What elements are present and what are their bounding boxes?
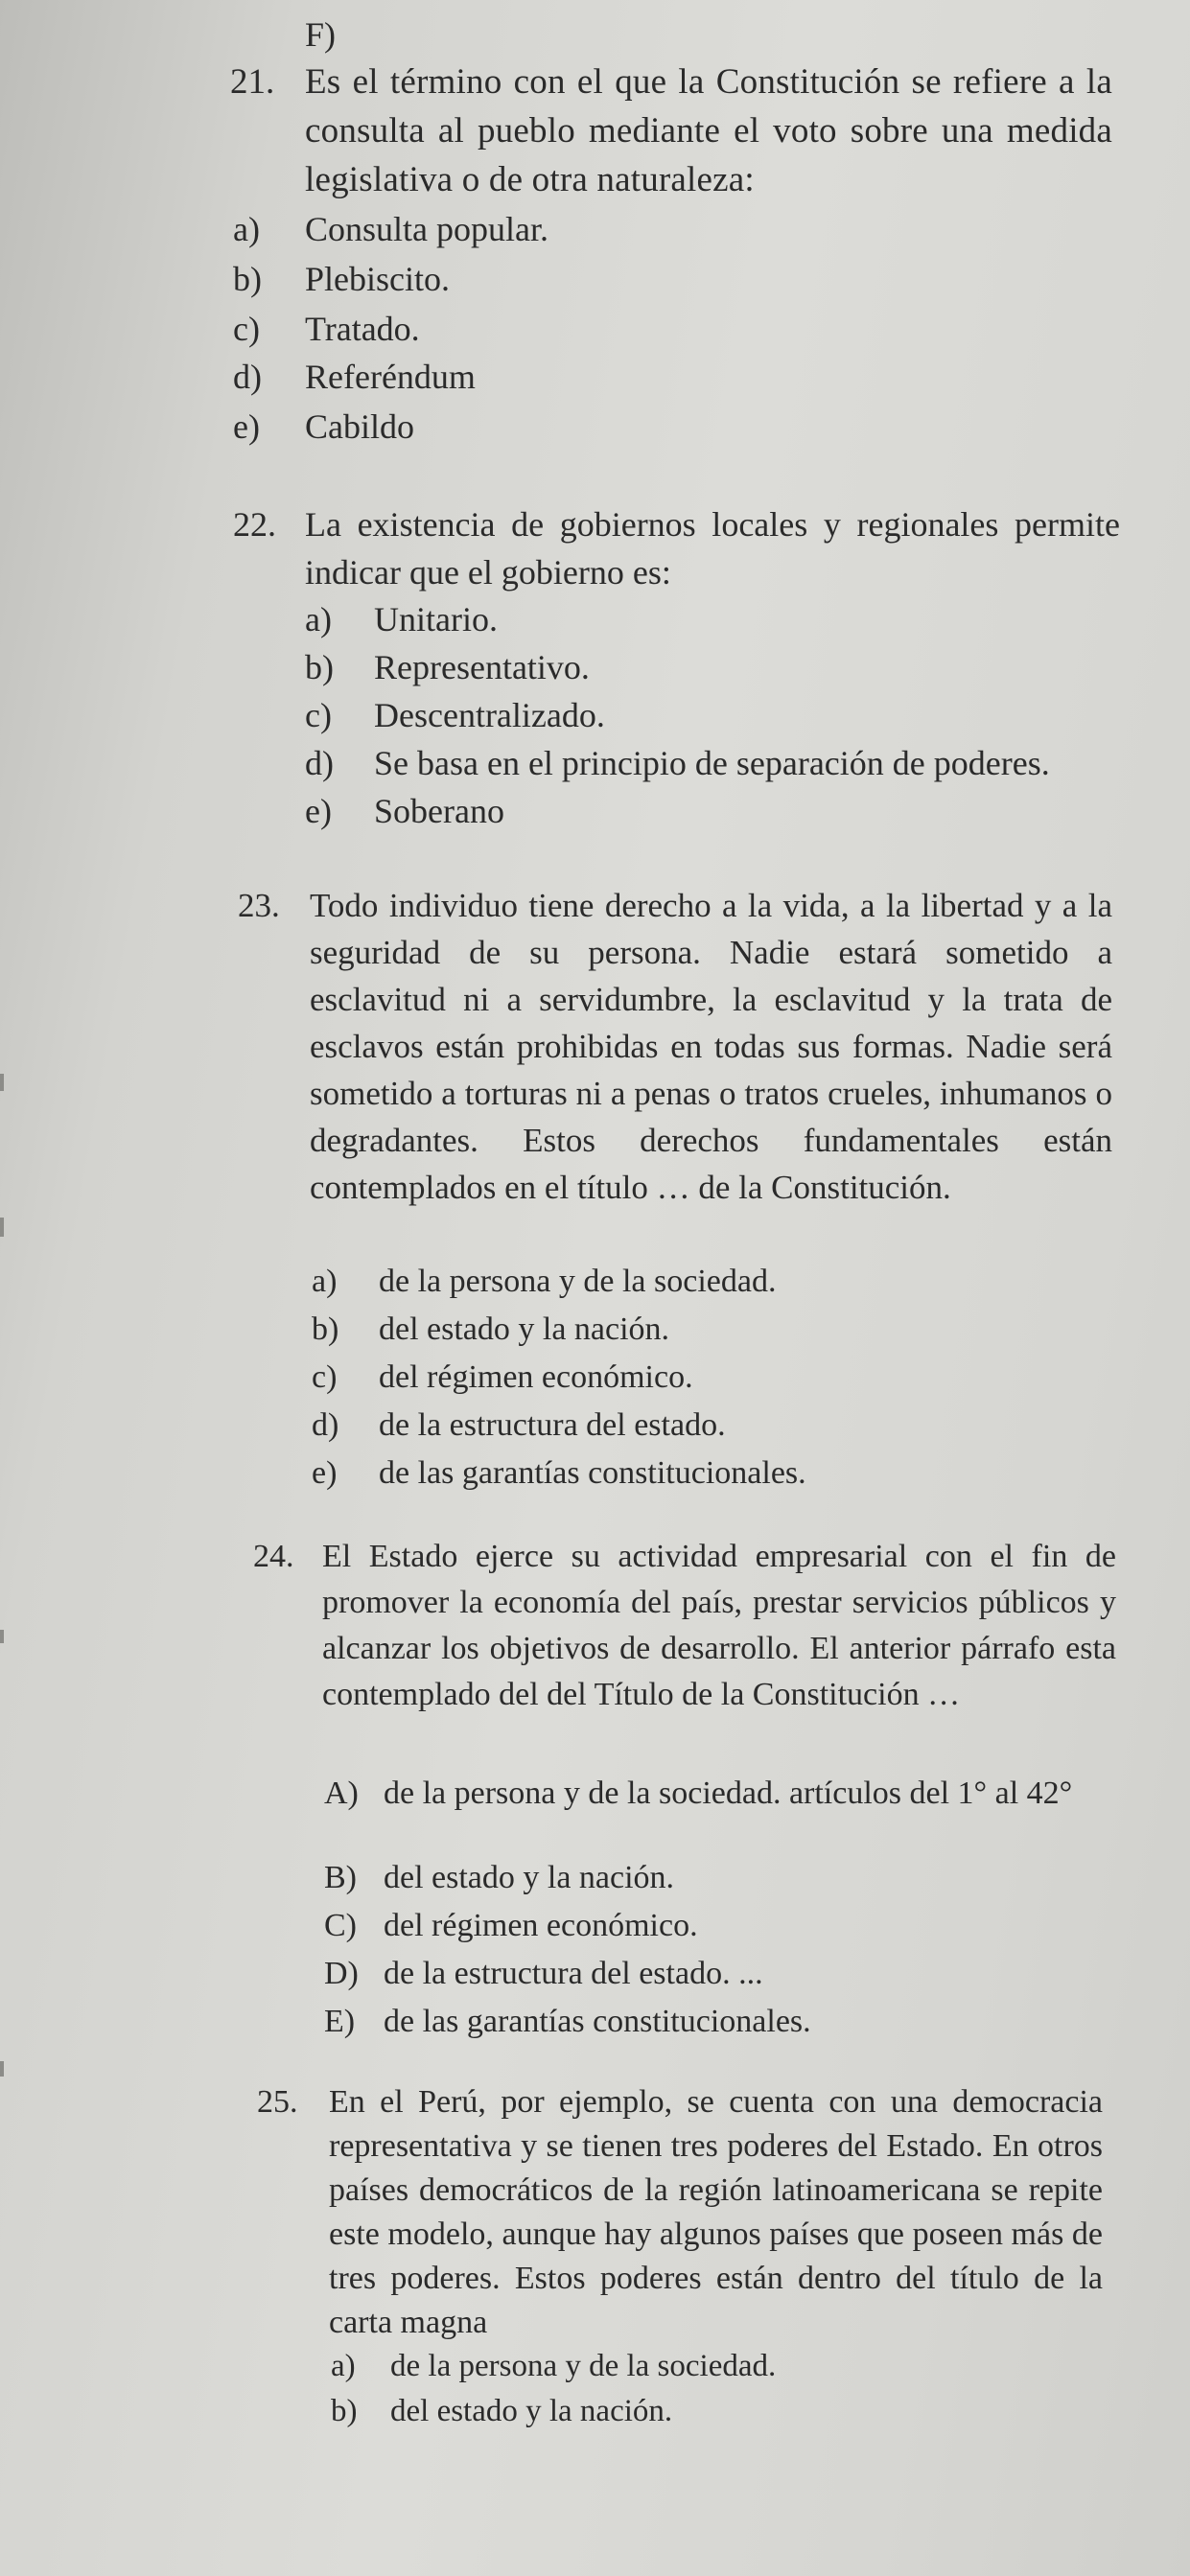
option bbox=[312, 1455, 806, 1492]
option bbox=[324, 2004, 811, 2040]
option-text: Referéndum bbox=[305, 358, 476, 396]
question-number: 24. bbox=[253, 1539, 294, 1574]
option bbox=[305, 695, 605, 735]
option-label: A) bbox=[324, 1775, 359, 1811]
option bbox=[324, 1956, 763, 1992]
option bbox=[305, 791, 504, 831]
option-text: Tratado. bbox=[305, 310, 420, 348]
option bbox=[305, 647, 590, 687]
option bbox=[233, 209, 548, 249]
option-label: a) bbox=[312, 1264, 338, 1299]
option-label: D) bbox=[324, 1956, 359, 1991]
option-text: de las garantías constitucionales. bbox=[379, 1455, 806, 1491]
question-stem: Todo individuo tiene derecho a la vida, a la libertad y a la seguridad de su persona. Nadie estará sometido a esclavitud ni a servidumbre, la esclavitud y la trata de esclavos están prohibidas en todas sus formas. Nadie será sometido a torturas ni a penas o tratos crueles, inhumanos o degradantes. Estos derechos fundamentales están contemplados en el título … de la Constitución. bbox=[310, 887, 1112, 1206]
option bbox=[331, 2349, 777, 2384]
question-stem: El Estado ejerce su actividad empresarial con el fin de promover la economía del país, prestar servicios públicos y alcanzar los objetivos de desarrollo. El anterior párrafo esta contemplado del del Título de la Constitución … bbox=[322, 1539, 1116, 1712]
option-text: Plebiscito. bbox=[305, 260, 450, 298]
option-text: del régimen económico. bbox=[384, 1908, 698, 1943]
option-label: d) bbox=[233, 358, 262, 396]
option bbox=[324, 1772, 1073, 1815]
option-text: de la persona y de la sociedad. bbox=[390, 2349, 777, 2383]
option-text: de la persona y de la sociedad. bbox=[379, 1264, 777, 1299]
previous-option-tail: F) bbox=[305, 15, 337, 54]
option-text: de las garantías constitucionales. bbox=[384, 2004, 811, 2039]
option-text: del estado y la nación. bbox=[390, 2394, 673, 2428]
option-label: a) bbox=[305, 600, 332, 638]
page-edge-mark bbox=[0, 1630, 4, 1643]
option-text: Se basa en el principio de separación de poderes. bbox=[374, 744, 1050, 782]
option-label: e) bbox=[312, 1455, 338, 1491]
option-label: b) bbox=[233, 260, 262, 298]
option-label: d) bbox=[312, 1407, 339, 1443]
option bbox=[305, 743, 1050, 783]
option bbox=[312, 1264, 777, 1300]
option-text: de la estructura del estado. bbox=[379, 1407, 726, 1443]
question-stem: La existencia de gobiernos locales y regionales permite indicar que el gobierno es: bbox=[305, 505, 1120, 592]
question-number: 25. bbox=[257, 2084, 298, 2120]
option-text: Consulta popular. bbox=[305, 210, 548, 248]
question-number: 23. bbox=[238, 887, 280, 924]
option bbox=[312, 1311, 670, 1348]
option-label: a) bbox=[233, 210, 260, 248]
option bbox=[233, 357, 476, 397]
option-label: d) bbox=[305, 744, 334, 782]
option-text: Cabildo bbox=[305, 407, 414, 446]
option-label: a) bbox=[331, 2349, 356, 2383]
option-label: c) bbox=[305, 696, 332, 734]
option bbox=[305, 599, 498, 639]
page-edge-mark bbox=[0, 1218, 4, 1237]
page-edge-mark bbox=[0, 1074, 4, 1091]
option bbox=[312, 1359, 693, 1396]
option-label: E) bbox=[324, 2004, 356, 2039]
option-label: B) bbox=[324, 1860, 357, 1895]
question-number: 21. bbox=[230, 62, 275, 102]
option bbox=[324, 1860, 675, 1896]
option-label: b) bbox=[331, 2394, 358, 2428]
option bbox=[233, 259, 450, 299]
question-number: 22. bbox=[233, 505, 276, 544]
option bbox=[331, 2394, 673, 2429]
option-label: c) bbox=[312, 1359, 338, 1395]
option-label: c) bbox=[233, 310, 260, 348]
option bbox=[233, 309, 420, 349]
option bbox=[324, 1908, 698, 1944]
question-stem: Es el término con el que la Constitución se refiere a la consulta al pueblo mediante el voto sobre una medida legislativa o de otra naturaleza: bbox=[305, 62, 1112, 199]
option-label: b) bbox=[312, 1311, 339, 1347]
option-label: e) bbox=[305, 792, 332, 830]
option-label: b) bbox=[305, 648, 334, 686]
option-label: C) bbox=[324, 1908, 357, 1943]
option bbox=[312, 1407, 726, 1444]
option-text: Soberano bbox=[374, 792, 504, 830]
option-text: Representativo. bbox=[374, 648, 590, 686]
option-text: del estado y la nación. bbox=[384, 1860, 675, 1895]
question-stem: En el Perú, por ejemplo, se cuenta con una democracia representativa y se tienen tres poderes del Estado. En otros países democráticos de la región latinoamericana se repite este modelo, aunque hay algunos países que poseen más de tres poderes. Estos poderes están dentro del título de la carta magna bbox=[329, 2084, 1103, 2340]
option-label: e) bbox=[233, 407, 260, 446]
option-text: Unitario. bbox=[374, 600, 498, 638]
option-text: de la persona y de la sociedad. artículos del 1° al 42° bbox=[384, 1775, 1073, 1811]
option-text: del régimen económico. bbox=[379, 1359, 693, 1395]
option-text: Descentralizado. bbox=[374, 696, 605, 734]
option-text: de la estructura del estado. ... bbox=[384, 1956, 763, 1991]
option bbox=[233, 406, 414, 447]
page-edge-mark bbox=[0, 2061, 4, 2077]
option-text: del estado y la nación. bbox=[379, 1311, 670, 1347]
